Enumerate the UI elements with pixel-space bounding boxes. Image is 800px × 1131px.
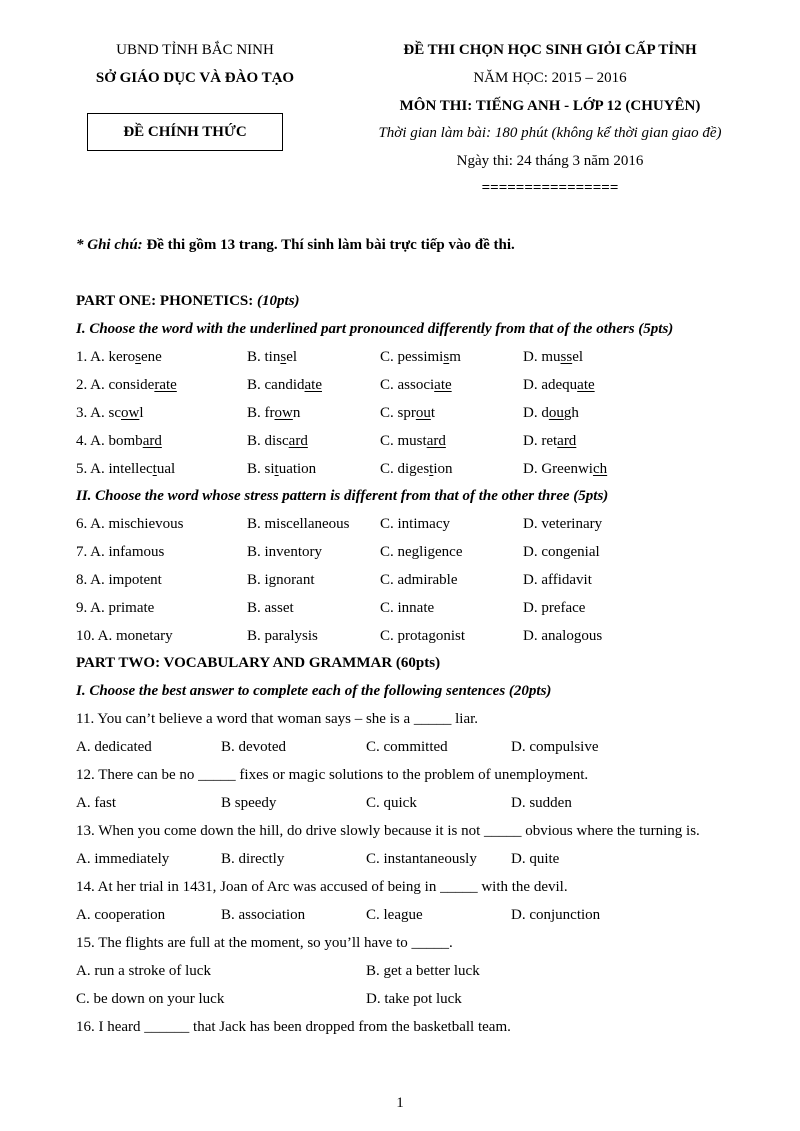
question-text: 13. When you come down the hill, do drive slowly because it is not _____ obvious where the turning is.: [76, 823, 700, 839]
phonetics-option: [76, 349, 162, 366]
phonetics-option: [380, 349, 461, 366]
underlined-part: ard: [288, 433, 308, 449]
phonetics-option: [76, 405, 144, 422]
underlined-part: ou: [415, 405, 431, 421]
stress-option: 7. A. infamous: [76, 544, 165, 560]
phonetics-option: [76, 433, 162, 450]
answer-option: D. take pot luck: [366, 991, 462, 1007]
option-text: l: [139, 405, 144, 421]
question-text: 16. I heard ______ that Jack has been dropped from the basketball team.: [76, 1019, 511, 1035]
stress-option: B. inventory: [247, 544, 322, 560]
header-separator: ================: [481, 180, 619, 196]
answer-option: B. devoted: [221, 739, 286, 755]
answer-option: D. compulsive: [511, 739, 599, 755]
stress-option: B. paralysis: [247, 628, 318, 644]
exam-duration: Thời gian làm bài: 180 phút (không kể thời gian giao đề): [378, 125, 722, 141]
option-text: gh: [563, 405, 579, 421]
phonetics-option: [247, 405, 300, 422]
note-label: * Ghi chú:: [76, 237, 143, 253]
stress-option: C. protagonist: [380, 628, 465, 644]
option-text: D. Greenwi: [523, 461, 593, 477]
stress-option: C. intimacy: [380, 516, 450, 532]
stress-option: C. admirable: [380, 572, 458, 588]
answer-option: C. be down on your luck: [76, 991, 225, 1007]
option-text: D. adequ: [523, 377, 578, 393]
option-text: ene: [141, 349, 162, 365]
phonetics-option: [523, 433, 576, 450]
underlined-part: t: [152, 461, 157, 477]
option-text: n: [292, 405, 301, 421]
answer-option: B. get a better luck: [366, 963, 480, 979]
answer-option: B. association: [221, 907, 306, 923]
phonetics-option: [523, 461, 607, 478]
phonetics-option: [523, 349, 583, 366]
answer-option: A. cooperation: [76, 907, 166, 923]
option-text: C. associ: [380, 377, 435, 393]
answer-option: A. dedicated: [76, 739, 152, 755]
stress-option: C. negligence: [380, 544, 463, 560]
underlined-part: ss: [560, 349, 573, 365]
phonetics-option: [380, 405, 435, 422]
underlined-part: ow: [274, 405, 293, 421]
question-text: 12. There can be no _____ fixes or magic solutions to the problem of unemployment.: [76, 767, 589, 783]
option-text: B. candid: [247, 377, 305, 393]
phonetics-option: [76, 377, 177, 394]
stress-option: C. innate: [380, 600, 435, 616]
answer-option: D. quite: [511, 851, 560, 867]
part-one-section-2: II. Choose the word whose stress pattern is different from that of the other three (5pts): [76, 488, 609, 504]
underlined-part: ch: [592, 461, 608, 477]
underlined-part: s: [135, 349, 142, 365]
part-one-points: (10pts): [257, 293, 300, 309]
part-two-section-1: I. Choose the best answer to complete each of the following sentences (20pts): [76, 683, 552, 699]
option-text: 1. A. kero: [76, 349, 136, 365]
question-text: 14. At her trial in 1431, Joan of Arc was accused of being in _____ with the devil.: [76, 879, 568, 895]
underlined-part: ate: [434, 377, 452, 393]
part-one-section-1: I. Choose the word with the underlined part pronounced differently from that of the others (5pts): [76, 321, 674, 337]
answer-option: A. run a stroke of luck: [76, 963, 211, 979]
stress-option: D. preface: [523, 600, 586, 616]
option-text: 5. A. intellec: [76, 461, 153, 477]
school-year: NĂM HỌC: 2015 – 2016: [473, 70, 627, 86]
option-text: B. disc: [247, 433, 289, 449]
phonetics-option: [380, 377, 452, 394]
part-one-heading: [76, 293, 300, 310]
option-text: 4. A. bomb: [76, 433, 143, 449]
phonetics-option: [247, 377, 322, 394]
question-text: 15. The flights are full at the moment, so you’ll have to _____.: [76, 935, 453, 951]
stress-option: D. congenial: [523, 544, 600, 560]
answer-option: C. committed: [366, 739, 448, 755]
exam-note: [76, 237, 515, 254]
stress-option: 9. A. primate: [76, 600, 155, 616]
phonetics-option: [247, 349, 297, 366]
phonetics-option: [76, 461, 175, 478]
answer-option: D. conjunction: [511, 907, 601, 923]
answer-option: A. immediately: [76, 851, 170, 867]
underlined-part: ate: [577, 377, 595, 393]
option-text: D. d: [523, 405, 549, 421]
exam-title: ĐỀ THI CHỌN HỌC SINH GIỎI CẤP TỈNH: [403, 42, 697, 58]
answer-option: A. fast: [76, 795, 116, 811]
option-text: C. spr: [380, 405, 416, 421]
phonetics-option: [523, 377, 595, 394]
underlined-part: t: [274, 461, 279, 477]
underlined-part: ow: [121, 405, 140, 421]
phonetics-option: [380, 461, 453, 478]
option-text: D. ret: [523, 433, 558, 449]
part-two-title: PART TWO: VOCABULARY AND GRAMMAR (60pts): [76, 655, 441, 671]
option-text: t: [430, 405, 436, 421]
option-text: 2. A. conside: [76, 377, 155, 393]
answer-option: B. directly: [221, 851, 285, 867]
underlined-part: ard: [142, 433, 162, 449]
underlined-part: ard: [426, 433, 446, 449]
stress-option: B. asset: [247, 600, 294, 616]
authority-name: UBND TỈNH BẮC NINH: [116, 42, 274, 58]
answer-option: B speedy: [221, 795, 277, 811]
option-text: el: [286, 349, 298, 365]
department-name: SỞ GIÁO DỤC VÀ ĐÀO TẠO: [95, 70, 295, 86]
option-text: C. diges: [380, 461, 430, 477]
stress-option: 6. A. mischievous: [76, 516, 184, 532]
official-label: ĐỀ CHÍNH THỨC: [123, 123, 247, 140]
option-text: ual: [156, 461, 176, 477]
page-number: 1: [396, 1095, 404, 1111]
option-text: B. fr: [247, 405, 275, 421]
answer-option: C. instantaneously: [366, 851, 477, 867]
stress-option: D. veterinary: [523, 516, 603, 532]
underlined-part: ate: [304, 377, 322, 393]
phonetics-option: [523, 405, 579, 422]
exam-subject: MÔN THI: TIẾNG ANH - LỚP 12 (CHUYÊN): [399, 98, 701, 114]
option-text: B. tin: [247, 349, 281, 365]
option-text: el: [572, 349, 584, 365]
option-text: B. si: [247, 461, 275, 477]
phonetics-option: [247, 433, 308, 450]
question-text: 11. You can’t believe a word that woman says – she is a _____ liar.: [76, 711, 479, 727]
stress-option: 8. A. impotent: [76, 572, 162, 588]
option-text: D. mu: [523, 349, 561, 365]
stress-option: D. affidavit: [523, 572, 592, 588]
official-exam-box: [87, 113, 283, 151]
underlined-part: t: [429, 461, 434, 477]
exam-date: Ngày thi: 24 tháng 3 năm 2016: [456, 153, 644, 169]
phonetics-option: [380, 433, 446, 450]
option-text: m: [449, 349, 461, 365]
stress-option: 10. A. monetary: [76, 628, 173, 644]
answer-option: C. league: [366, 907, 423, 923]
option-text: C. pessimi: [380, 349, 444, 365]
underlined-part: rate: [154, 377, 177, 393]
stress-option: D. analogous: [523, 628, 603, 644]
underlined-part: s: [443, 349, 450, 365]
option-text: C. must: [380, 433, 427, 449]
stress-option: B. ignorant: [247, 572, 315, 588]
answer-option: D. sudden: [511, 795, 572, 811]
underlined-part: ard: [557, 433, 577, 449]
note-text: Đề thi gồm 13 trang. Thí sinh làm bài trực tiếp vào đề thi.: [142, 237, 515, 253]
part-one-title: PART ONE: PHONETICS:: [76, 293, 254, 309]
stress-option: B. miscellaneous: [247, 516, 350, 532]
underlined-part: ou: [548, 405, 564, 421]
option-text: uation: [278, 461, 317, 477]
answer-option: C. quick: [366, 795, 417, 811]
option-text: 3. A. sc: [76, 405, 121, 421]
underlined-part: s: [280, 349, 287, 365]
phonetics-option: [247, 461, 316, 478]
option-text: ion: [433, 461, 453, 477]
